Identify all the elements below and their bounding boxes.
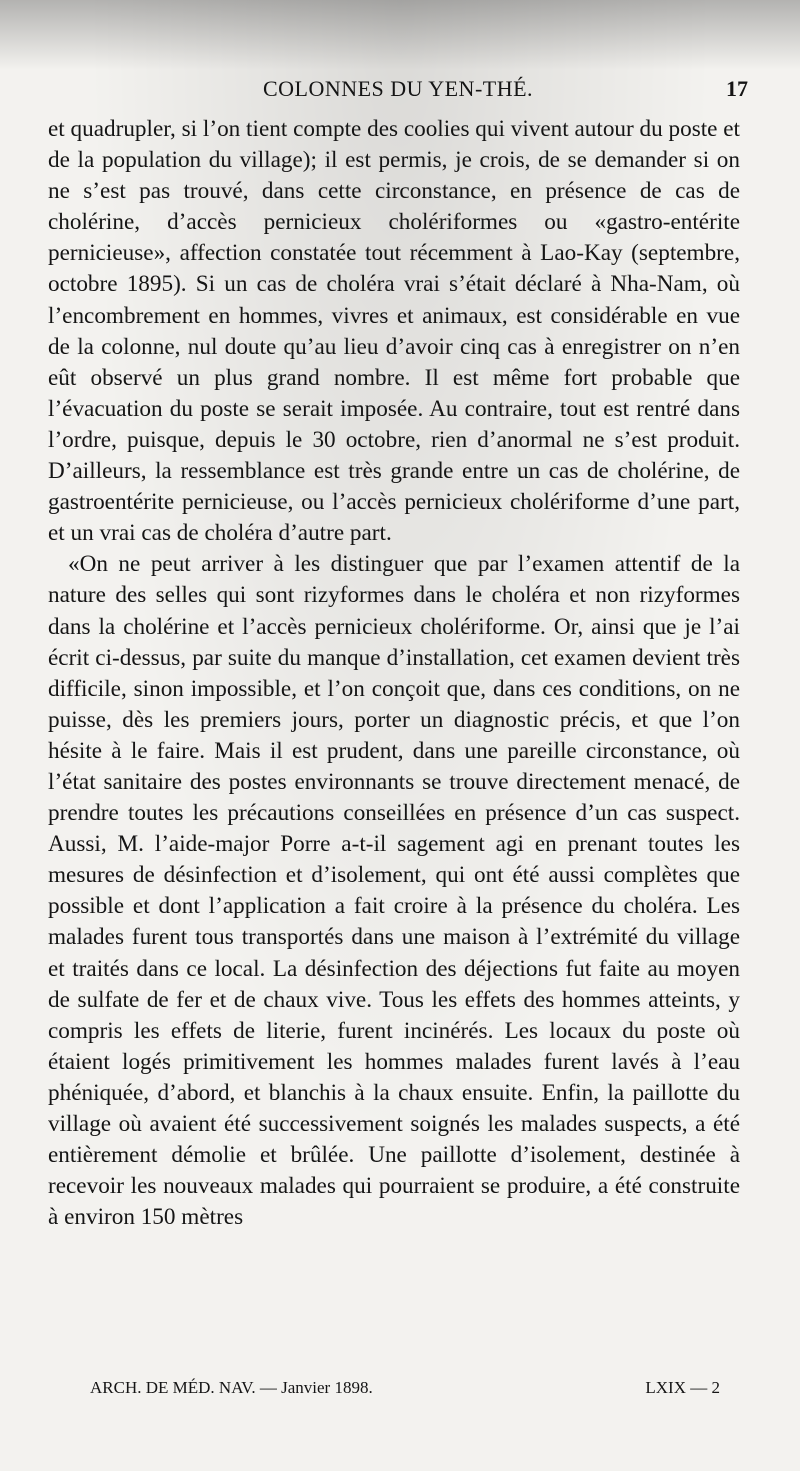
scan-shadow <box>0 0 800 70</box>
paragraph-1: et quadrupler, si l’on tient compte des coolies qui vivent autour du poste et de la population du village); il est permis, je crois, de se demander si on ne s’est pas trouvé, dans cette circonstance, en présence de cas de cholérine, d’accès pernicieux cholériformes ou «gastro-entérite pernicieuse», affection constatée tout récemment à Lao-Kay (septembre, octobre 1895). Si un cas de choléra vrai s’était déclaré à Nha-Nam, où l’encombrement en hommes, vivres et animaux, est considérable en vue de la colonne, nul doute qu’au lieu d’avoir cinq cas à enregistrer on n’en eût observé un plus grand nombre. Il est même fort probable que l’évacuation du poste se serait imposée. Au contraire, tout est rentré dans l’ordre, puisque, depuis le 30 octobre, rien d’anormal ne s’est produit. D’ailleurs, la ressemblance est très grande entre un cas de cholérine, de gastroentérite pernicieuse, ou l’accès pernicieux cholériforme d’une part, et un vrai cas de choléra d’autre part. <box>48 116 740 547</box>
body-text <box>48 114 740 1233</box>
signature-mark: LXIX — 2 <box>645 1378 720 1397</box>
page-number: 17 <box>726 76 748 101</box>
paragraph-2: «On ne peut arriver à les distinguer que par l’examen attentif de la nature des selles qui sont rizyformes dans le choléra et non rizyformes dans la cholérine et l’accès pernicieux cholériforme. Or, ainsi que je l’ai écrit ci-dessus, par suite du manque d’installation, cet examen devient très difficile, sinon impossible, et l’on conçoit que, dans ces conditions, on ne puisse, dès les premiers jours, porter un diagnostic précis, et que l’on hésite à le faire. Mais il est prudent, dans une pareille circonstance, où l’état sanitaire des postes environnants se trouve directement menacé, de prendre toutes les précautions conseillées en présence d’un cas suspect. Aussi, M. l’aide-major Porre a-t-il sagement agi en prenant toutes les mesures de désinfection et d’isolement, qui ont été aussi complètes que possible et dont l’application a fait croire à la présence du choléra. Les malades furent tous transportés dans une maison à l’extrémité du village et traités dans ce local. La désinfection des déjections fut faite au moyen de sulfate de fer et de chaux vive. Tous les effets des hommes atteints, y compris les effets de literie, furent incinérés. Les locaux du poste où étaient logés primitivement les hommes malades furent lavés à l’eau phéniquée, d’abord, et blanchis à la chaux ensuite. Enfin, la paillotte du village où avaient été successivement soignés les malades suspects, a été entièrement démolie et brûlée. Une paillotte d’isolement, destinée à recevoir les nouveaux malades qui pourraient se produire, a été construite à environ 150 mètres <box>48 551 740 1231</box>
page-footer <box>90 1373 720 1403</box>
running-head <box>48 72 748 106</box>
journal-reference: ARCH. DE MÉD. NAV. — Janvier 1898. <box>90 1378 373 1397</box>
running-title: COLONNES DU YEN-THÉ. <box>262 76 534 101</box>
